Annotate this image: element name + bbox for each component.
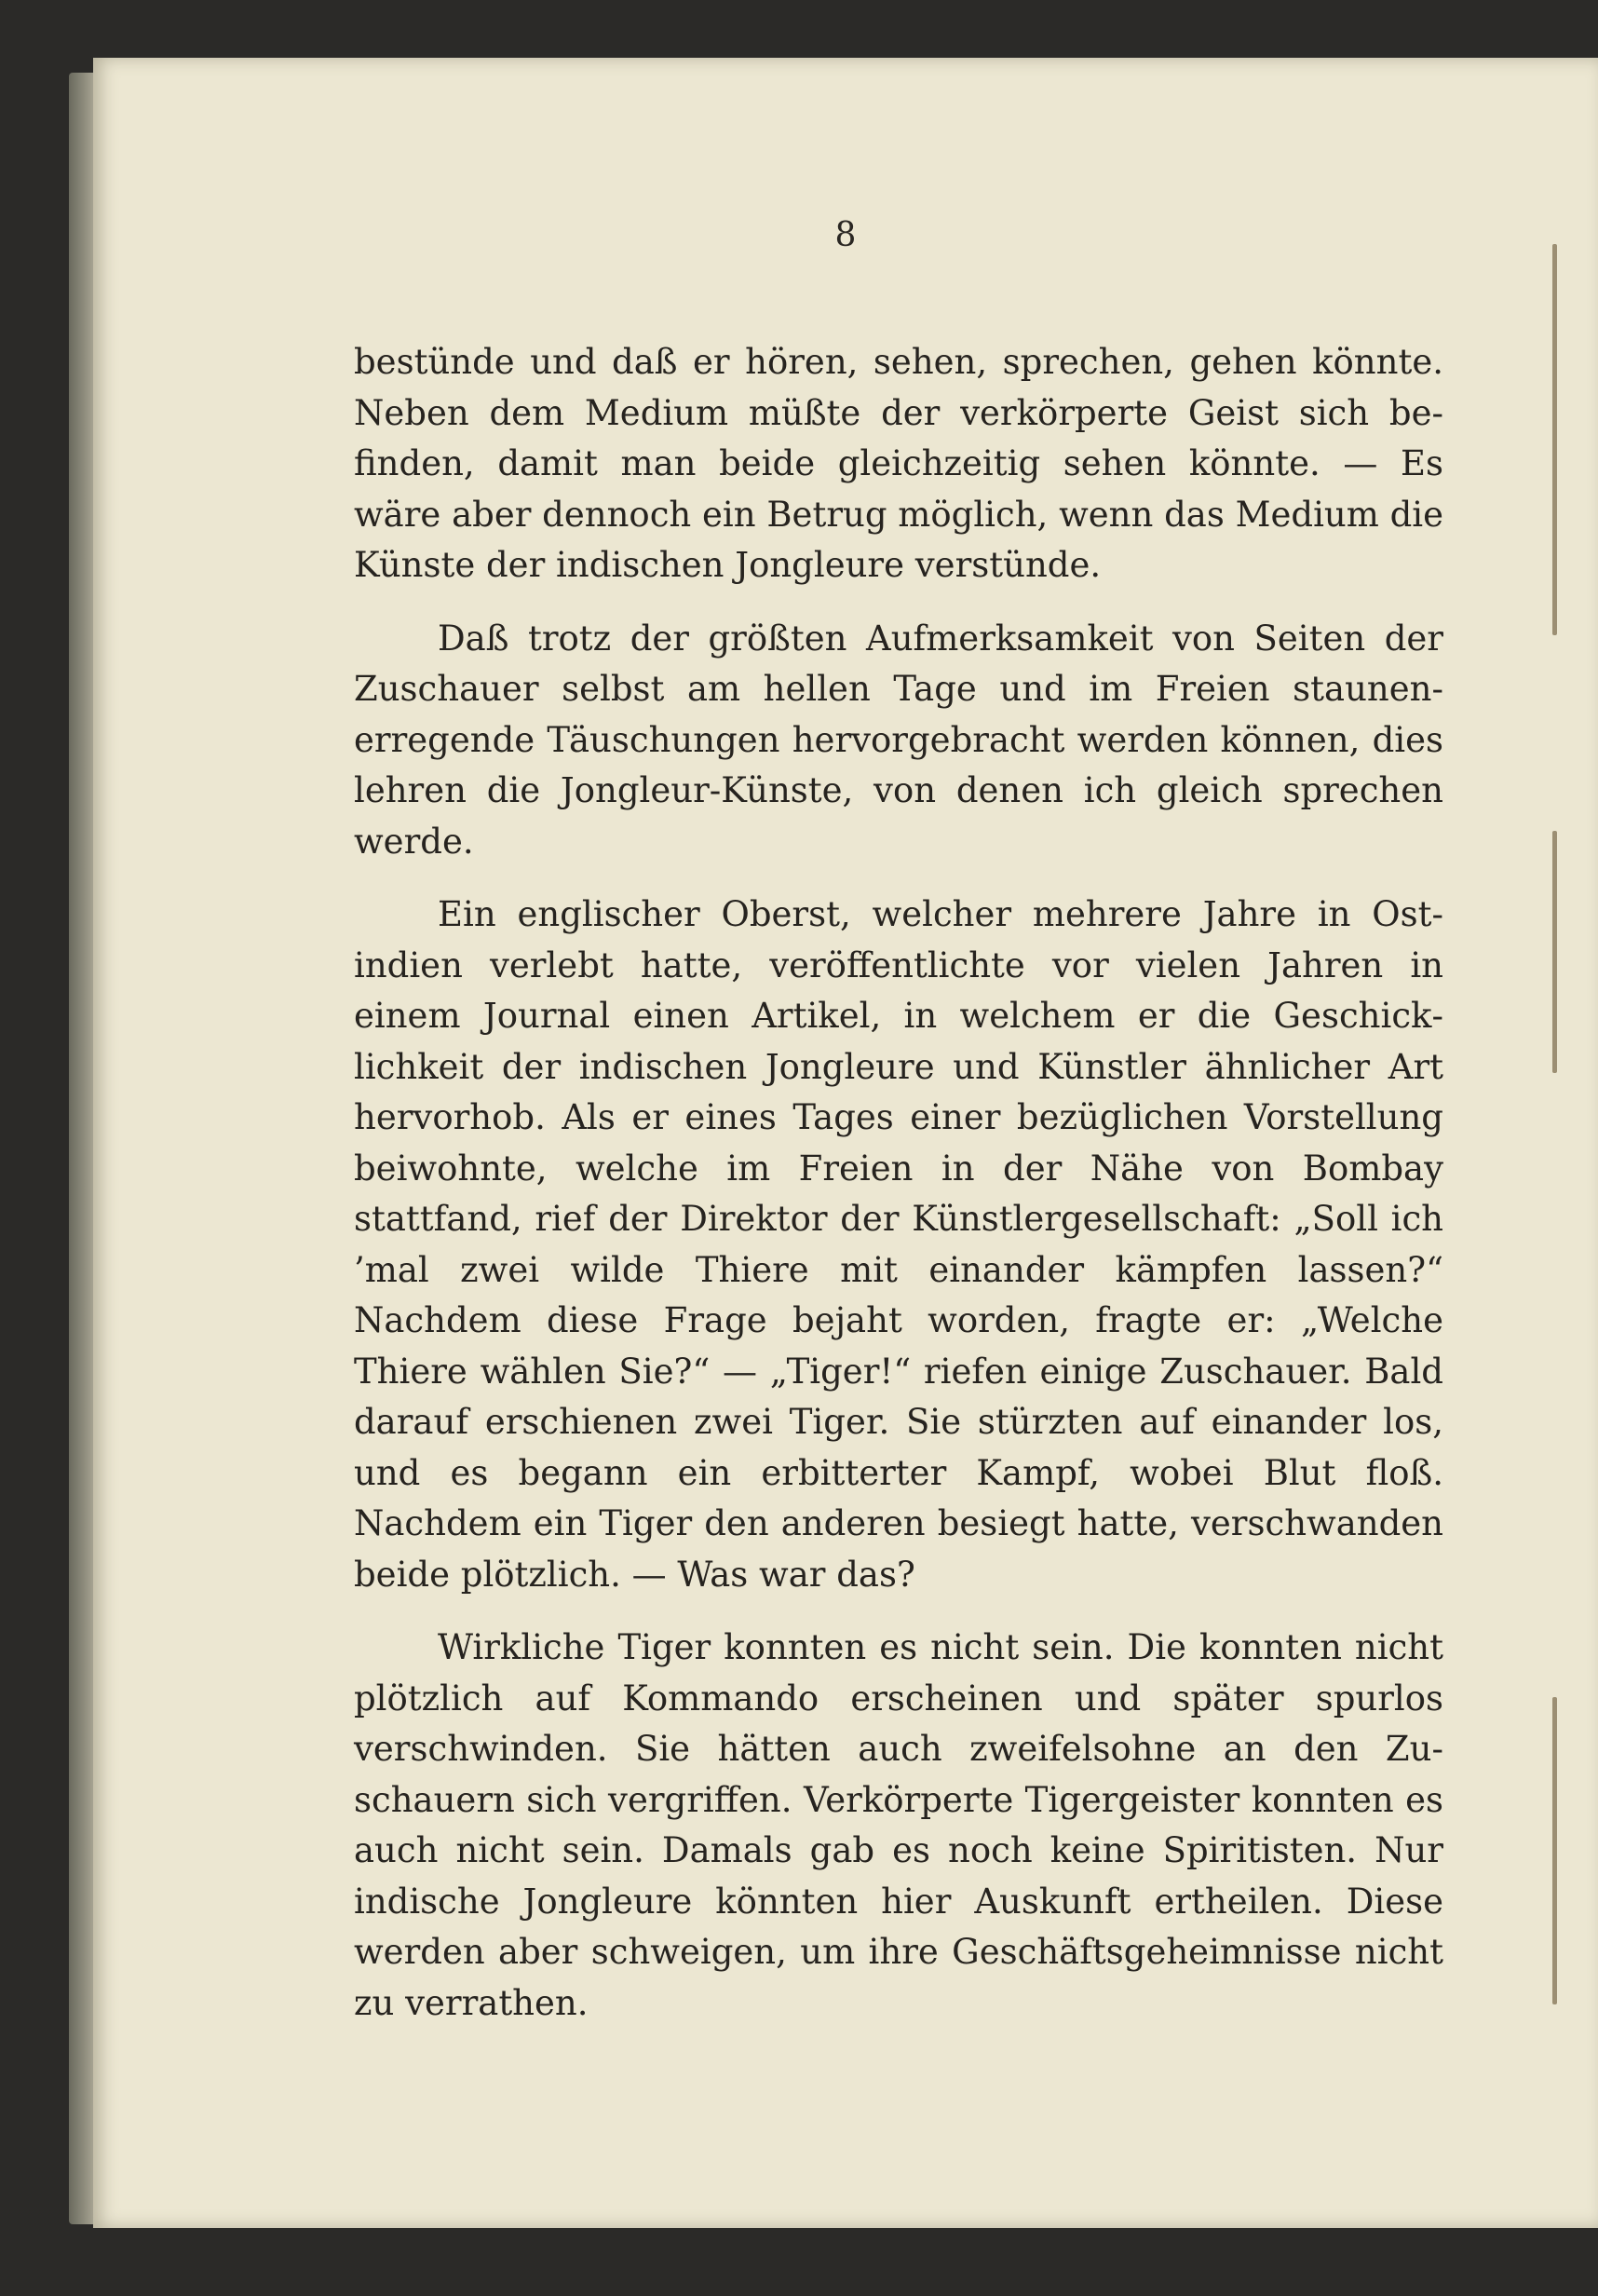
paragraph-3: Ein englischer Oberst, welcher mehrere Jahre in Ostindien verlebt hatte, veröffentlichte vor vielen Jahren in einem Journal einen Artikel, in welchem er die Geschicklichkeit der indischen Jongleure und Künstler ähnlicher Art hervorhob. Als er eines Tages einer bezüglichen Vorstellung beiwohnte, welche im Freien in der Nähe von Bombay stattfand, rief der Direktor der Künstlergesellschaft: „Soll ich ’mal zwei wilde Thiere mit einander kämpfen lassen?“ Nachdem diese Frage bejaht worden, fragte er: „Welche Thiere wählen Sie?“ — „Tiger!“ riefen einige Zuschauer. Bald darauf erschienen zwei Tiger. Sie stürzten auf einander los, und es begann ein erbitterter Kampf, wobei Blut floß. Nachdem ein Tiger den anderen besiegt hatte, verschwanden beide plötzlich. — Was war das?: [354, 894, 1443, 1595]
paragraph-1: bestünde und daß er hören, sehen, sprechen, gehen könnte. Neben dem Medium müßte der verkörperte Geist sich befinden, damit man beide gleichzeitig sehen könnte. — Es wäre aber dennoch ein Betrug möglich, wenn das Medium die Künste der indischen Jongleure verstünde.: [354, 342, 1443, 585]
page-number: 8: [834, 216, 857, 254]
binding-thread-mark: [1552, 244, 1557, 635]
binding-thread-mark: [1552, 1697, 1557, 2004]
binding-thread-mark: [1552, 831, 1557, 1073]
page-sheet: [93, 58, 1598, 2228]
paragraph-4: Wirkliche Tiger konnten es nicht sein. Die konnten nicht plötzlich auf Kommando erscheinen und später spurlos verschwinden. Sie hätten auch zweifelsohne an den Zuschauern sich vergriffen. Verkörperte Tigergeister konnten es auch nicht sein. Damals gab es noch keine Spiritisten. Nur indische Jongleure könnten hier Auskunft ertheilen. Diese werden aber schweigen, um ihre Geschäftsgeheimnisse nicht zu verrathen.: [354, 1627, 1443, 2023]
paragraph-2: Daß trotz der größten Aufmerksamkeit von Seiten der Zuschauer selbst am hellen Tage und im Freien staunenerregende Täuschungen hervorgebracht werden können, dies lehren die Jongleur-Künste, von denen ich gleich sprechen werde.: [354, 618, 1443, 862]
body-text: [354, 337, 1443, 2051]
